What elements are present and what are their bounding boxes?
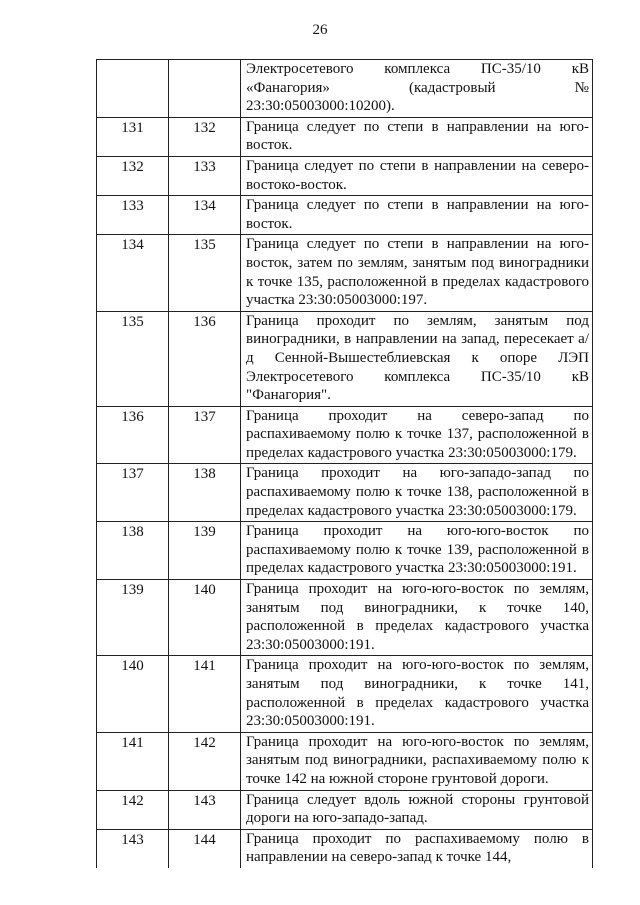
table-row [97,156,593,195]
to-point-cell: 135 [169,235,241,311]
to-point-cell: 141 [169,656,241,732]
from-point-cell: 133 [97,196,169,235]
description-cell: Граница проходит на юго-юго-восток по землям, занятым под виноградники, распахиваемому полю к точке 142 на южной стороне грунтовой дороги. [241,732,593,790]
from-point-cell: 131 [97,117,169,156]
from-point-cell: 134 [97,235,169,311]
description-cell: Электросетевого комплекса ПС-35/10 кВ «Фанагория» (кадастровый № 23:30:05003000:10200). [241,60,593,118]
table-row [97,235,593,311]
to-point-cell: 142 [169,732,241,790]
from-point-cell: 136 [97,406,169,464]
table-row [97,790,593,829]
table-row [97,580,593,656]
description-cell: Граница проходит на юго-западо-запад по распахиваемому полю к точке 138, расположенной в пределах кадастрового участка 23:30:05003000:179. [241,464,593,522]
to-point-cell: 136 [169,311,241,406]
table-row [97,464,593,522]
description-cell: Граница проходит на северо-запад по распахиваемому полю к точке 137, расположенной в пределах кадастрового участка 23:30:05003000:179. [241,406,593,464]
from-point-cell: 143 [97,829,169,868]
description-cell: Граница проходит по землям, занятым под виноградники, в направлении на запад, пересекает а/д Сенной-Вышестеблиевская к опоре ЛЭП Электросетевого комплекса ПС-35/10 кВ "Фанагория". [241,311,593,406]
to-point-cell: 134 [169,196,241,235]
from-point-cell: 137 [97,464,169,522]
description-cell: Граница проходит на юго-юго-восток по землям, занятым под виноградники, к точке 140, расположенной в пределах кадастрового участка 23:30:05003000:191. [241,580,593,656]
description-cell: Граница следует по степи в направлении на северо-востоко-восток. [241,156,593,195]
table-row [97,732,593,790]
description-cell: Граница следует вдоль южной стороны грунтовой дороги на юго-западо-запад. [241,790,593,829]
description-cell: Граница проходит на юго-юго-восток по землям, занятым под виноградники, к точке 141, расположенной в пределах кадастрового участка 23:30:05003000:191. [241,656,593,732]
description-cell: Граница проходит на юго-юго-восток по распахиваемому полю к точке 139, расположенной в пределах кадастрового участка 23:30:05003000:191. [241,522,593,580]
from-point-cell: 141 [97,732,169,790]
to-point-cell: 138 [169,464,241,522]
description-cell: Граница следует по степи в направлении на юго-восток. [241,117,593,156]
from-point-cell: 138 [97,522,169,580]
page-number: 26 [312,22,328,38]
to-point-cell: 139 [169,522,241,580]
description-cell: Граница следует по степи в направлении на юго-восток, затем по землям, занятым под виноградники к точке 135, расположенной в пределах кадастрового участка 23:30:05003000:197. [241,235,593,311]
to-point-cell: 137 [169,406,241,464]
from-point-cell [97,60,169,118]
table-row [97,311,593,406]
table-row [97,522,593,580]
table-row [97,117,593,156]
description-cell: Граница следует по степи в направлении на юго-восток. [241,196,593,235]
table-row [97,406,593,464]
boundary-table [96,59,593,868]
from-point-cell: 142 [97,790,169,829]
table-row [97,196,593,235]
from-point-cell: 139 [97,580,169,656]
table-row [97,829,593,868]
from-point-cell: 132 [97,156,169,195]
table-row [97,60,593,118]
to-point-cell: 132 [169,117,241,156]
to-point-cell: 144 [169,829,241,868]
to-point-cell [169,60,241,118]
description-cell: Граница проходит по распахиваемому полю в направлении на северо-запад к точке 144, [241,829,593,868]
to-point-cell: 140 [169,580,241,656]
from-point-cell: 140 [97,656,169,732]
from-point-cell: 135 [97,311,169,406]
table-row [97,656,593,732]
to-point-cell: 143 [169,790,241,829]
to-point-cell: 133 [169,156,241,195]
